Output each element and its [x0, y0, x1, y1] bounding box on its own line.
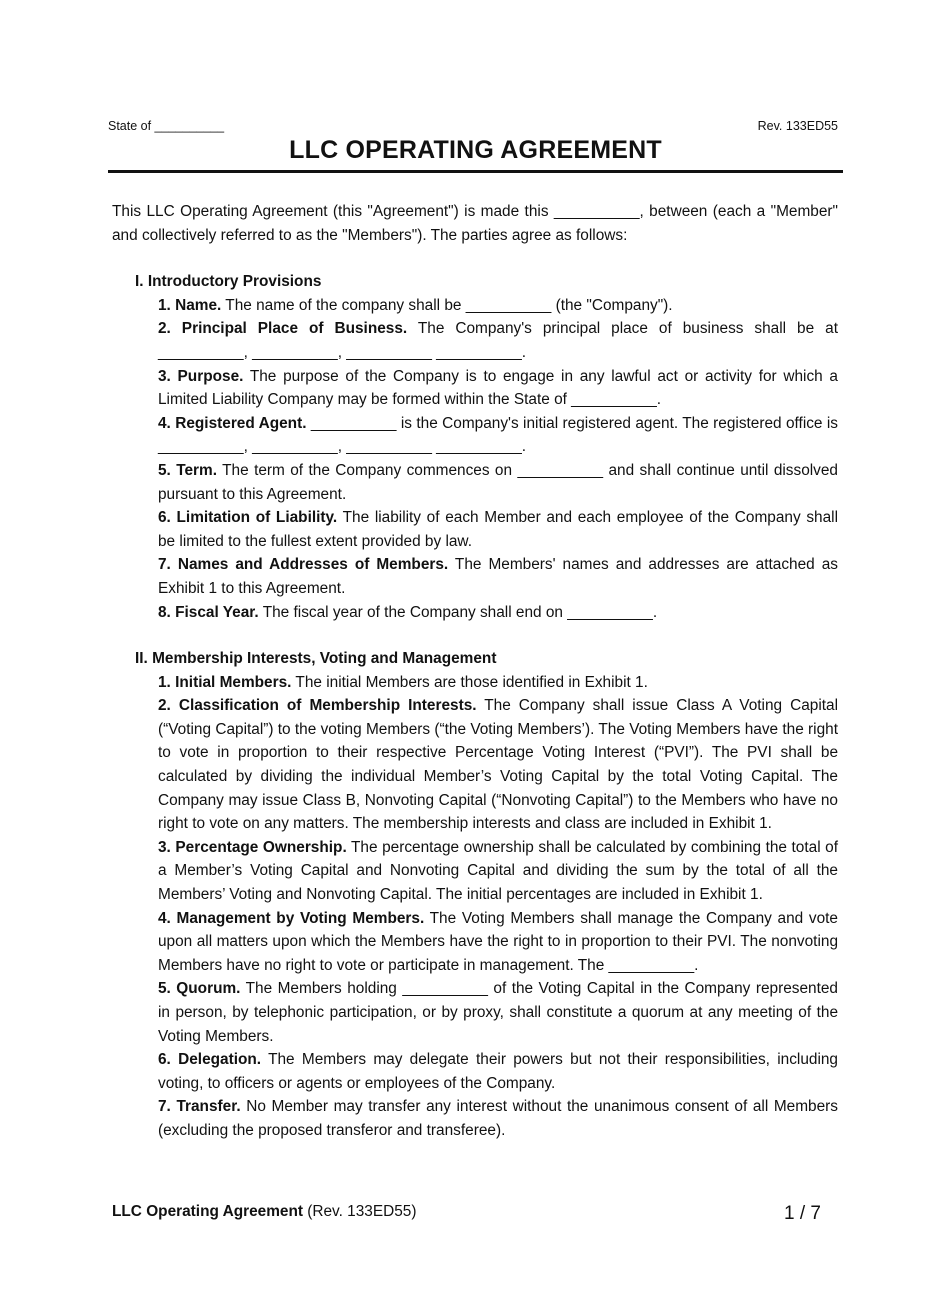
section-heading: I. Introductory Provisions	[135, 273, 322, 291]
section-introductory-provisions	[112, 270, 838, 624]
clause-limitation-liability: 6. Limitation of Liability. The liability of each Member and each employee of the Company shall be limited to the fullest extent provided by law.	[158, 509, 838, 550]
intro-paragraph: This LLC Operating Agreement (this "Agreement") is made this __________, between (each a "Member" and collectively referred to as the "Members"). The parties agree as follows:	[112, 203, 838, 244]
clause-name: 1. Name. The name of the company shall be __________ (the "Company").	[158, 296, 673, 314]
clause-delegation: 6. Delegation. The Members may delegate their powers but not their responsibilities, including voting, to officers or agents or employees of the Company.	[158, 1051, 838, 1092]
section-heading: II. Membership Interests, Voting and Management	[135, 650, 497, 668]
clause-members-names: 7. Names and Addresses of Members. The Members' names and addresses are attached as Exhibit 1 to this Agreement.	[158, 556, 838, 597]
title-divider	[108, 170, 843, 173]
clause-quorum: 5. Quorum. The Members holding __________ of the Voting Capital in the Company represented in person, by telephonic participation, or by proxy, shall constitute a quorum at any meeting of the Voting Members.	[158, 980, 838, 1045]
clause-classification: 2. Classification of Membership Interests. The Company shall issue Class A Voting Capital (“Voting Capital”) to the voting Members (“the Voting Members’). The Voting Members have the right to vote in proportion to their respective Percentage Voting Interest (“PVI”). The PVI shall be calculated by dividing the individual Member’s Voting Capital by the total Voting Capital. The Company may issue Class B, Nonvoting Capital (“Nonvoting Capital”) to the Members who have no right to vote on any matters. The membership interests and class are included in Exhibit 1.	[158, 697, 838, 833]
state-label: State of __________	[108, 119, 225, 133]
clause-purpose: 3. Purpose. The purpose of the Company is to engage in any lawful act or activity for which a Limited Liability Company may be formed within the State of __________.	[158, 367, 838, 409]
document-title: LLC OPERATING AGREEMENT	[289, 136, 662, 164]
clause-principal-place: 2. Principal Place of Business. The Company's principal place of business shall be at __________, __________, __________ __________.	[158, 320, 838, 361]
page-number: 1 / 7	[784, 1203, 821, 1224]
clause-term: 5. Term. The term of the Company commences on __________ and shall continue until dissolved pursuant to this Agreement.	[158, 461, 838, 503]
page-header	[108, 119, 838, 133]
revision-label: Rev. 133ED55	[757, 119, 838, 133]
clause-fiscal-year: 8. Fiscal Year. The fiscal year of the Company shall end on __________.	[158, 603, 658, 621]
document-body	[112, 200, 838, 1143]
clause-percentage-ownership: 3. Percentage Ownership. The percentage ownership shall be calculated by combining the total of a Member’s Voting Capital and Nonvoting Capital and dividing the sum by the total of all the Members’ Voting and Nonvoting Capital. The initial percentages are included in Exhibit 1.	[158, 838, 838, 904]
section-membership-interests	[112, 647, 838, 1142]
clause-management: 4. Management by Voting Members. The Voting Members shall manage the Company and vote upon all matters upon which the Members have the right to in proportion to their PVI. The nonvoting Members have no right to vote or participate in management. The __________.	[158, 909, 838, 974]
clause-initial-members: 1. Initial Members. The initial Members are those identified in Exhibit 1.	[158, 673, 648, 691]
clause-transfer: 7. Transfer. No Member may transfer any interest without the unanimous consent of all Members (excluding the proposed transferor and transferee).	[158, 1098, 838, 1139]
clause-registered-agent: 4. Registered Agent. __________ is the Company's initial registered agent. The registered office is __________, __________, __________ __________.	[158, 414, 839, 456]
footer-document-name: LLC Operating Agreement (Rev. 133ED55)	[112, 1203, 417, 1220]
